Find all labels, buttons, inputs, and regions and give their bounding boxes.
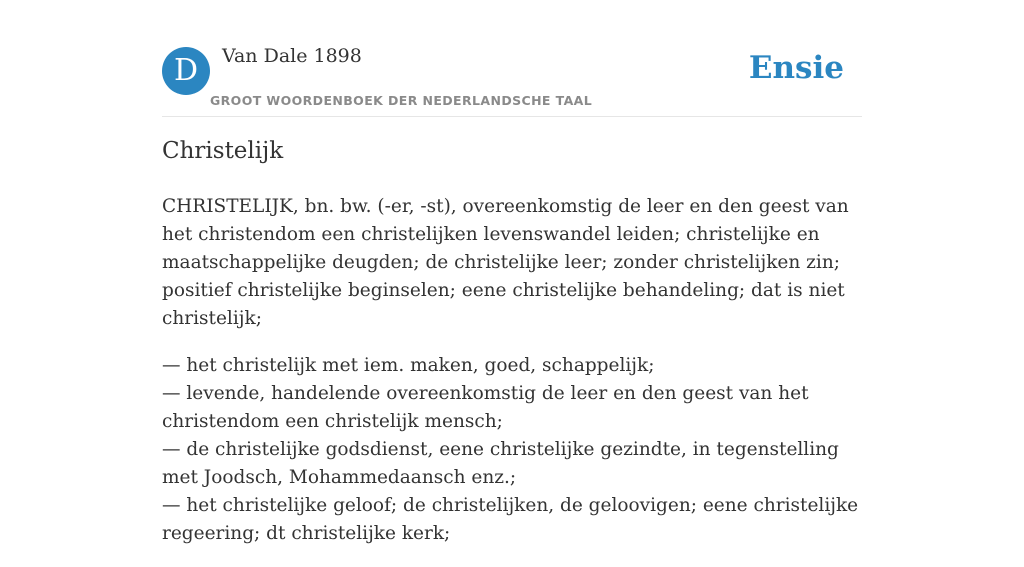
site-header bbox=[162, 0, 862, 117]
dictionary-subtitle: GROOT WOORDENBOEK DER NEDERLANDSCHE TAAL bbox=[210, 93, 593, 108]
dictionary-logo[interactable]: D bbox=[162, 47, 210, 95]
entry-title: Christelijk bbox=[162, 138, 284, 164]
dictionary-name[interactable]: Van Dale 1898 bbox=[222, 45, 362, 67]
usage-line: — levende, handelende overeenkomstig de leer en den geest van het christendom een christelijk mensch; bbox=[162, 383, 809, 432]
usage-line: — het christelijke geloof; de christelijken, de geloovigen; eene christelijke regeering; dt christelijke kerk; bbox=[162, 495, 859, 544]
entry-usage-list bbox=[162, 352, 862, 548]
entry-content bbox=[162, 193, 862, 567]
entry-definition: CHRISTELIJK, bn. bw. (-er, -st), overeenkomstig de leer en den geest van het christendom een christelijken levenswandel leiden; christelijke en maatschappelijke deugden; de christelijke leer; zonder christelijken zin; positief christelijke beginselen; eene christelijke behandeling; dat is niet christelijk; bbox=[162, 196, 849, 329]
ensie-logo[interactable]: Ensie bbox=[748, 50, 844, 86]
usage-line: — het christelijk met iem. maken, goed, schappelijk; bbox=[162, 355, 655, 376]
usage-line: — de christelijke godsdienst, eene christelijke gezindte, in tegenstelling met Joodsch, Mohammedaansch enz.; bbox=[162, 439, 839, 488]
